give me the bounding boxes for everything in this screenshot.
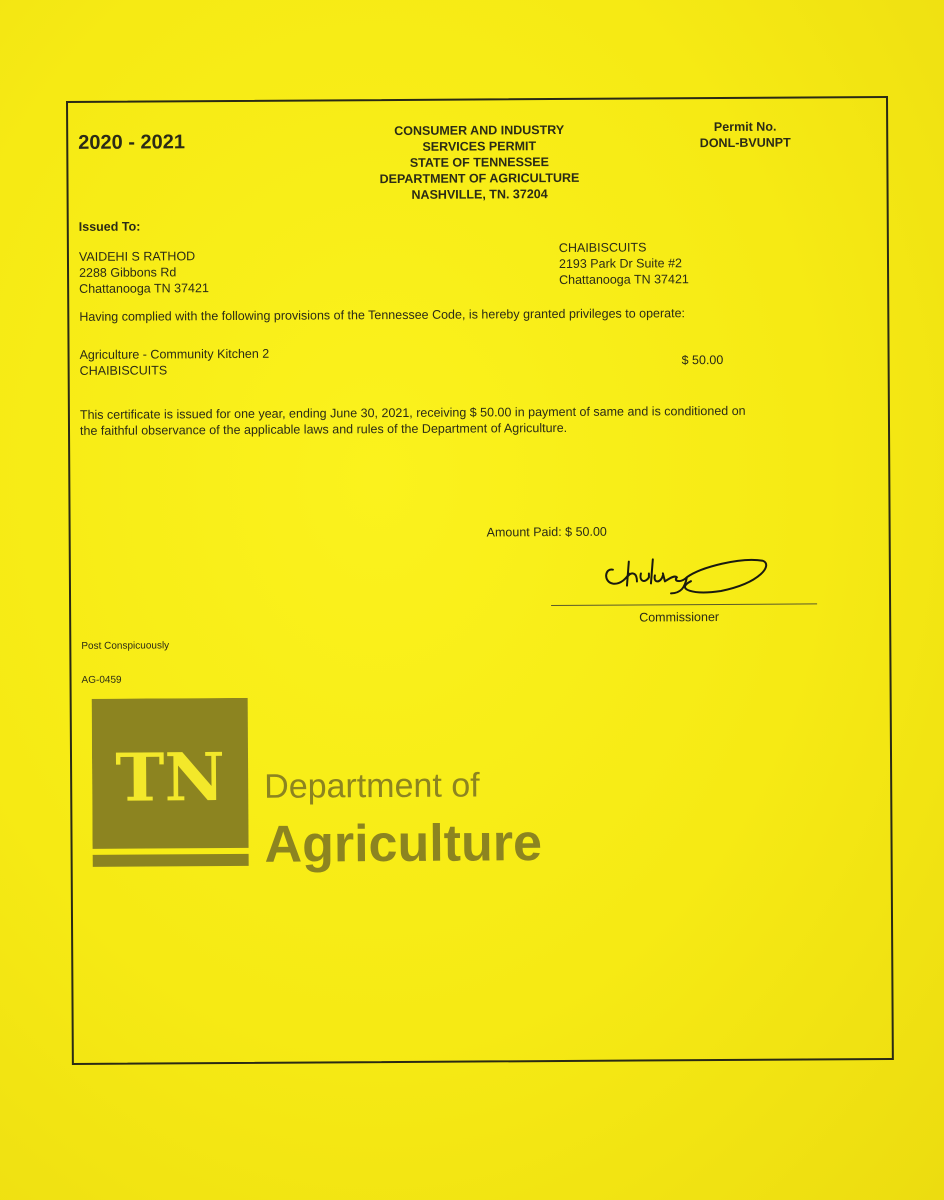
permit-number-block — [680, 118, 810, 151]
logo-badge-text: TN — [115, 738, 226, 817]
activity-name: Agriculture - Community Kitchen 2 — [79, 346, 270, 362]
certificate-terms — [80, 403, 746, 439]
signature-line — [551, 603, 817, 606]
header-line: STATE OF TENNESSEE — [409, 155, 549, 170]
licensed-activity — [80, 346, 270, 379]
business-city: Chattanooga TN 37421 — [559, 272, 689, 287]
certificate-text-line: the faithful observance of the applicable laws and rules of the Department of Agriculture. — [79, 420, 568, 438]
holder-address — [79, 248, 209, 297]
business-name: CHAIBISCUITS — [558, 240, 647, 255]
permit-year: 2020 - 2021 — [78, 131, 186, 154]
tn-agriculture-logo — [92, 696, 613, 879]
header-line: SERVICES PERMIT — [422, 139, 537, 154]
logo-bar — [93, 854, 249, 867]
header-line: CONSUMER AND INDUSTRY — [394, 122, 565, 138]
permit-header — [336, 122, 622, 204]
compliance-statement: Having complied with the following provisions of the Tennessee Code, is hereby granted privileges to operate: — [79, 306, 686, 324]
activity-fee: $ 50.00 — [681, 352, 724, 368]
commissioner-title: Commissioner — [639, 610, 720, 625]
business-address — [559, 239, 689, 288]
logo-line1: Department of — [264, 766, 480, 806]
header-line: DEPARTMENT OF AGRICULTURE — [379, 170, 580, 187]
header-line: NASHVILLE, TN. 37204 — [411, 187, 548, 202]
holder-name: VAIDEHI S RATHOD — [78, 249, 196, 264]
permit-number-label: Permit No. — [713, 119, 777, 135]
business-street: 2193 Park Dr Suite #2 — [558, 256, 683, 271]
commissioner-signature — [601, 547, 771, 604]
certificate-text-line: This certificate is issued for one year, ending June 30, 2021, receiving $ 50.00 in payment of same and is conditioned on — [79, 403, 746, 422]
form-code: AG-0459 — [81, 674, 122, 686]
permit-frame — [66, 96, 894, 1065]
holder-street: 2288 Gibbons Rd — [79, 265, 177, 280]
post-notice: Post Conspicuously — [81, 640, 170, 652]
issued-to-label: Issued To: — [78, 219, 141, 234]
logo-line2: Agriculture — [264, 814, 543, 874]
amount-paid: Amount Paid: $ 50.00 — [486, 524, 607, 540]
permit-number: DONL-BVUNPT — [699, 135, 791, 151]
holder-city: Chattanooga TN 37421 — [79, 281, 209, 296]
activity-business: CHAIBISCUITS — [79, 363, 168, 378]
